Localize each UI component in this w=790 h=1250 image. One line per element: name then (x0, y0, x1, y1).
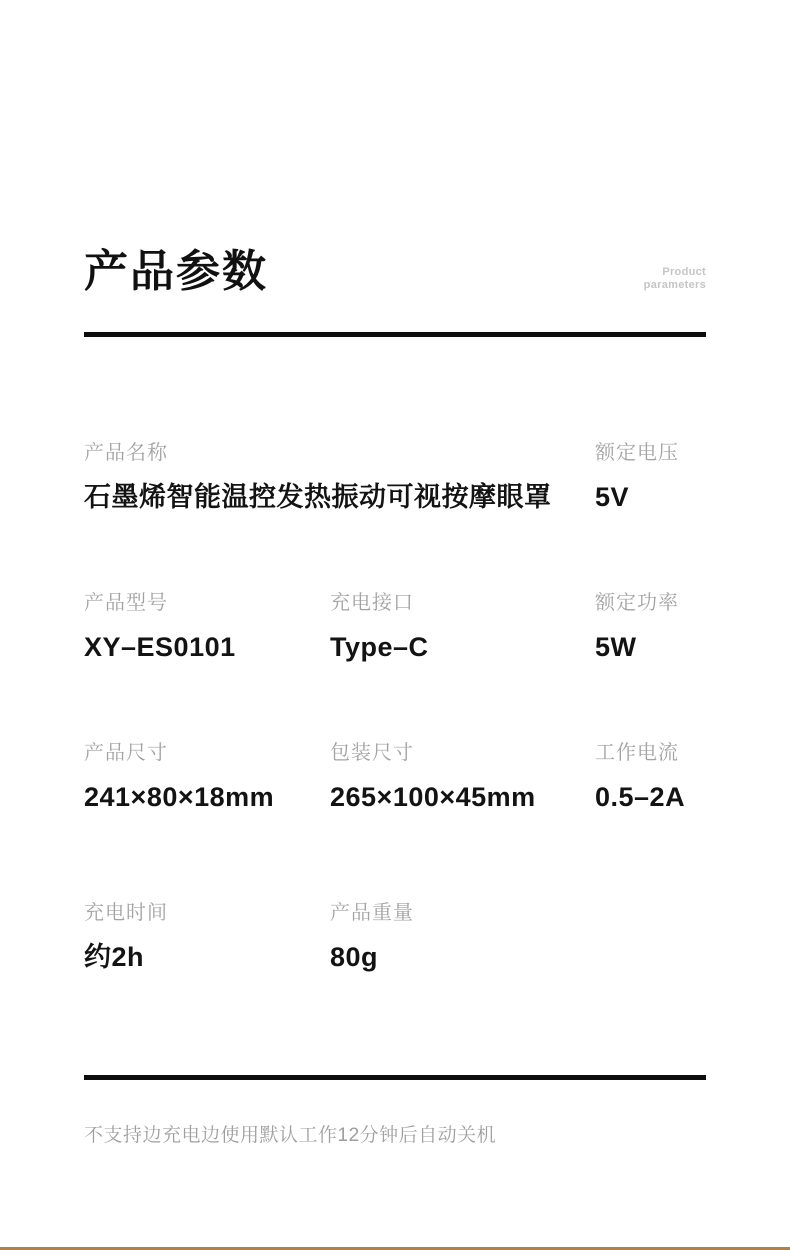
subtitle-line-1: Product (662, 266, 706, 278)
spec-cell-working-current (595, 741, 706, 813)
section-header (84, 0, 706, 298)
spec-cell-rated-voltage (595, 441, 706, 513)
page-subtitle-english (644, 266, 706, 298)
spec-cell-product-size (84, 741, 330, 813)
top-divider (84, 332, 706, 337)
spec-label: 产品型号 (84, 592, 168, 614)
spec-label: 产品尺寸 (84, 742, 168, 764)
spec-label: 包装尺寸 (330, 742, 414, 764)
spec-label: 充电时间 (84, 902, 168, 924)
spec-value: 80g (330, 942, 379, 972)
spec-label: 额定功率 (595, 592, 679, 614)
bottom-divider (84, 1075, 706, 1080)
spec-cell-package-size (330, 741, 595, 813)
spec-value: 5V (595, 482, 630, 512)
spec-row (84, 591, 706, 663)
spec-cell-charging-time (84, 901, 330, 973)
spec-value: 0.5–2A (595, 782, 686, 812)
spec-label: 充电接口 (330, 592, 414, 614)
content-area (84, 0, 706, 1148)
subtitle-line-2: parameters (643, 279, 706, 291)
spec-value: XY–ES0101 (84, 632, 236, 662)
spec-value: 约2h (84, 942, 145, 972)
spec-cell-product-name (84, 441, 595, 513)
spec-value: 5W (595, 632, 637, 662)
spec-row (84, 741, 706, 813)
spec-cell-rated-power (595, 591, 706, 663)
page-title: 产品参数 (84, 247, 268, 296)
spec-label: 产品重量 (330, 902, 414, 924)
spec-table (84, 441, 706, 973)
spec-label: 产品名称 (84, 442, 168, 464)
spec-row (84, 901, 706, 973)
spec-label: 工作电流 (595, 742, 679, 764)
spec-cell-product-weight (330, 901, 595, 973)
spec-row (84, 441, 706, 513)
spec-value: 265×100×45mm (330, 782, 536, 812)
spec-cell-charging-port (330, 591, 595, 663)
spec-value: 241×80×18mm (84, 782, 275, 812)
spec-value: 石墨烯智能温控发热振动可视按摩眼罩 (84, 482, 552, 512)
spec-value: Type–C (330, 632, 429, 662)
footnote-text: 不支持边充电边使用默认工作12分钟后自动关机 (84, 1125, 497, 1146)
spec-label: 额定电压 (595, 442, 679, 464)
spec-cell-product-model (84, 591, 330, 663)
